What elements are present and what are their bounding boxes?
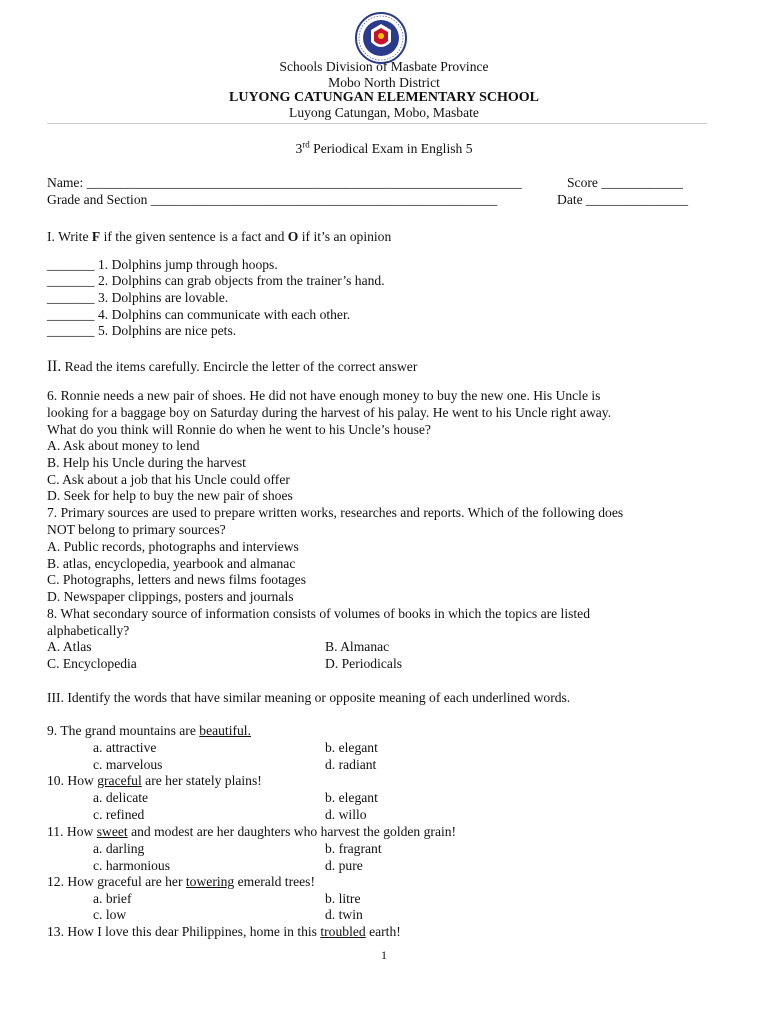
choice-10a[interactable]: a. delicate <box>93 790 149 805</box>
underlined-word: graceful <box>97 773 142 788</box>
choice-7b[interactable]: B. atlas, encyclopedia, yearbook and almanac <box>47 556 296 571</box>
question-7-line: NOT belong to primary sources? <box>47 522 226 537</box>
choice-6c[interactable]: C. Ask about a job that his Uncle could offer <box>47 472 290 487</box>
part1-item: _______ 3. Dolphins are lovable. <box>47 290 229 305</box>
name-field[interactable]: Name: ________________________________________________________________ <box>47 175 522 190</box>
choice-7a[interactable]: A. Public records, photographs and interviews <box>47 539 299 554</box>
choice-7d[interactable]: D. Newspaper clippings, posters and journals <box>47 589 294 604</box>
score-field[interactable]: Score ____________ <box>567 175 683 190</box>
choice-11c[interactable]: c. harmonious <box>93 858 171 873</box>
choice-10c[interactable]: c. refined <box>93 807 145 822</box>
district-name: Mobo North District <box>328 75 440 90</box>
underlined-word: sweet <box>96 824 128 839</box>
choice-9b[interactable]: b. elegant <box>325 740 378 755</box>
question-6-line: What do you think will Ronnie do when he went to his Uncle’s house? <box>47 422 431 437</box>
choice-6b[interactable]: B. Help his Uncle during the harvest <box>47 455 246 470</box>
grade-section-field[interactable]: Grade and Section ___________________________________________________ <box>47 192 498 207</box>
choice-11b[interactable]: b. fragrant <box>325 841 382 856</box>
choice-8d[interactable]: D. Periodicals <box>325 656 403 671</box>
choice-7c[interactable]: C. Photographs, letters and news films footages <box>47 572 306 587</box>
division-name: Schools Division of Masbate Province <box>279 59 489 74</box>
choice-8c[interactable]: C. Encyclopedia <box>47 656 137 671</box>
choice-12b[interactable]: b. litre <box>325 891 361 906</box>
header-divider <box>47 123 707 124</box>
part1-item: _______ 1. Dolphins jump through hoops. <box>47 257 278 272</box>
part1-instructions: I. Write F if the given sentence is a fact and O if it’s an opinion <box>47 229 392 244</box>
part2-instructions: II. Read the items carefully. Encircle the letter of the correct answer <box>47 358 418 375</box>
underlined-word: towering <box>185 874 235 889</box>
page-number: 1 <box>381 948 387 962</box>
question-10: 10. How graceful are her stately plains! <box>47 773 262 788</box>
question-12: 12. How graceful are her towering emerald trees! <box>47 874 315 889</box>
question-11: 11. How sweet and modest are her daughters who harvest the golden grain! <box>47 824 457 839</box>
choice-9d[interactable]: d. radiant <box>325 757 377 772</box>
choice-12c[interactable]: c. low <box>93 907 127 922</box>
choice-9c[interactable]: c. marvelous <box>93 757 163 772</box>
choice-11d[interactable]: d. pure <box>325 858 363 873</box>
question-6-line: 6. Ronnie needs a new pair of shoes. He did not have enough money to buy the new one. His Uncle is <box>47 388 601 403</box>
question-7-line: 7. Primary sources are used to prepare written works, researches and reports. Which of the following does <box>47 505 624 520</box>
question-6-line: looking for a baggage boy on Saturday during the harvest of his palay. He went to his Uncle right away. <box>47 405 612 420</box>
question-13: 13. How I love this dear Philippines, home in this troubled earth! <box>47 924 401 939</box>
choice-8a[interactable]: A. Atlas <box>47 639 92 654</box>
part1-item: _______ 2. Dolphins can grab objects from the trainer’s hand. <box>47 273 385 288</box>
choice-6a[interactable]: A. Ask about money to lend <box>47 438 200 453</box>
part1-item: _______ 4. Dolphins can communicate with each other. <box>47 307 351 322</box>
part1-item: _______ 5. Dolphins are nice pets. <box>47 323 237 338</box>
exam-title: 3rd Periodical Exam in English 5 <box>295 139 473 156</box>
school-name: LUYONG CATUNGAN ELEMENTARY SCHOOL <box>229 90 539 105</box>
question-8-line: alphabetically? <box>47 623 130 638</box>
choice-12a[interactable]: a. brief <box>93 891 132 906</box>
part3-instructions: III. Identify the words that have similar meaning or opposite meaning of each underlined words. <box>47 690 571 705</box>
school-address: Luyong Catungan, Mobo, Masbate <box>289 105 479 120</box>
date-field[interactable]: Date _______________ <box>557 192 689 207</box>
choice-6d[interactable]: D. Seek for help to buy the new pair of shoes <box>47 488 293 503</box>
deped-seal-logo <box>355 12 407 64</box>
choice-10d[interactable]: d. willo <box>325 807 367 822</box>
underlined-word: troubled <box>320 924 366 939</box>
choice-9a[interactable]: a. attractive <box>93 740 157 755</box>
choice-10b[interactable]: b. elegant <box>325 790 378 805</box>
choice-12d[interactable]: d. twin <box>325 907 363 922</box>
question-8-line: 8. What secondary source of information consists of volumes of books in which the topics are listed <box>47 606 591 621</box>
choice-11a[interactable]: a. darling <box>93 841 145 856</box>
underlined-word: beautiful. <box>199 723 251 738</box>
choice-8b[interactable]: B. Almanac <box>325 639 390 654</box>
question-9: 9. The grand mountains are beautiful. <box>47 723 251 738</box>
